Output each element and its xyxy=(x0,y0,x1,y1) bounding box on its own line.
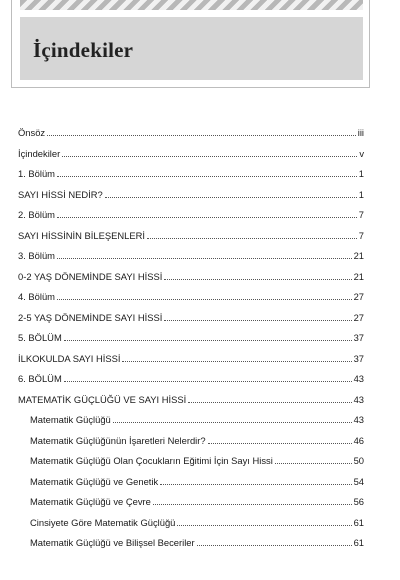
dot-leader xyxy=(275,463,352,464)
dot-leader xyxy=(47,135,356,136)
toc-entry[interactable] xyxy=(30,411,364,425)
toc-entry-label: İLKOKULDA SAYI HİSSİ xyxy=(18,352,121,364)
page-title: İçindekiler xyxy=(33,38,134,62)
toc-entry-label: Matematik Güçlüğünün İşaretleri Nelerdir? xyxy=(30,434,206,446)
toc-entry-page: 46 xyxy=(353,434,364,446)
toc-entry-page: 43 xyxy=(353,393,364,405)
toc-entry-label: Önsöz xyxy=(18,127,46,138)
toc-entry[interactable] xyxy=(18,145,364,159)
toc-entry[interactable] xyxy=(30,493,364,507)
dot-leader xyxy=(160,484,351,485)
toc-entry[interactable] xyxy=(18,165,364,179)
toc-entry-page: 61 xyxy=(353,516,364,528)
toc-entry-page: 50 xyxy=(353,455,364,466)
toc-entry[interactable] xyxy=(18,350,364,364)
toc-entry[interactable] xyxy=(18,206,364,220)
dot-leader xyxy=(122,361,351,362)
toc-entry-label: 3. Bölüm xyxy=(18,250,55,261)
dot-leader xyxy=(64,340,352,341)
toc-entry-page: iii xyxy=(357,127,364,138)
dot-leader xyxy=(64,381,352,382)
dot-leader xyxy=(57,299,352,300)
toc-entry-page: 21 xyxy=(353,270,364,282)
toc-entry[interactable] xyxy=(18,370,364,384)
toc-entry-page: 7 xyxy=(358,229,364,241)
toc-entry-page: 37 xyxy=(353,332,364,343)
dot-leader xyxy=(164,279,351,280)
toc-entry[interactable] xyxy=(18,247,364,261)
toc-entry-page: 1 xyxy=(358,188,364,200)
toc-entry-page: 54 xyxy=(353,475,364,487)
toc-entry-page: 56 xyxy=(353,496,364,507)
dot-leader xyxy=(147,238,357,239)
decorative-stripes xyxy=(20,0,363,10)
dot-leader xyxy=(57,258,352,259)
toc-entry[interactable] xyxy=(18,124,364,138)
toc-entry-label: Matematik Güçlüğü xyxy=(30,414,111,425)
toc-entry-page: 43 xyxy=(353,373,364,384)
toc-entry-page: 37 xyxy=(353,352,364,364)
title-band xyxy=(20,17,363,80)
toc-entry-page: v xyxy=(359,147,364,159)
toc-entry[interactable] xyxy=(18,391,364,405)
toc-entry-page: 7 xyxy=(358,209,364,220)
toc-entry-page: 43 xyxy=(353,414,364,425)
header-box xyxy=(11,0,370,88)
toc-entry-label: 1. Bölüm xyxy=(18,168,55,179)
toc-entry-label: Matematik Güçlüğü ve Genetik xyxy=(30,475,159,487)
toc-entry[interactable] xyxy=(18,268,364,282)
toc-entry-label: 0-2 YAŞ DÖNEMİNDE SAYI HİSSİ xyxy=(18,270,163,282)
toc-entry-label: Matematik Güçlüğü ve Çevre xyxy=(30,496,151,507)
toc-entry-page: 27 xyxy=(353,311,364,323)
toc-entry[interactable] xyxy=(30,452,364,466)
toc-entry-label: Matematik Güçlüğü Olan Çocukların Eğitimi İçin Sayı Hissi xyxy=(30,455,273,466)
toc-entry-label: 6. BÖLÜM xyxy=(18,373,62,384)
toc-entry-page: 21 xyxy=(353,250,364,261)
toc-entry[interactable] xyxy=(30,473,364,487)
dot-leader xyxy=(208,443,352,444)
toc-entry[interactable] xyxy=(18,288,364,302)
toc-entry[interactable] xyxy=(18,186,364,200)
dot-leader xyxy=(188,402,351,403)
toc-entry-label: Cinsiyete Göre Matematik Güçlüğü xyxy=(30,516,176,528)
toc-entry-label: 2. Bölüm xyxy=(18,209,55,220)
toc-entry-label: 2-5 YAŞ DÖNEMİNDE SAYI HİSSİ xyxy=(18,311,163,323)
toc-entry[interactable] xyxy=(18,227,364,241)
toc-entry[interactable] xyxy=(30,534,364,548)
dot-leader xyxy=(113,422,352,423)
toc-entry-label: Matematik Güçlüğü ve Bilişsel Beceriler xyxy=(30,537,195,548)
toc-entry-page: 27 xyxy=(353,291,364,302)
toc-entry[interactable] xyxy=(18,329,364,343)
dot-leader xyxy=(57,176,357,177)
toc-entry[interactable] xyxy=(30,432,364,446)
dot-leader xyxy=(57,217,357,218)
dot-leader xyxy=(153,504,352,505)
toc-entry-page: 61 xyxy=(353,537,364,548)
toc-entry-label: MATEMATİK GÜÇLÜĞÜ VE SAYI HİSSİ xyxy=(18,393,187,405)
toc-entry-label: 4. Bölüm xyxy=(18,291,55,302)
toc-entry[interactable] xyxy=(18,309,364,323)
dot-leader xyxy=(105,197,357,198)
toc-entry-label: SAYI HİSSİNİN BİLEŞENLERİ xyxy=(18,229,145,241)
dot-leader xyxy=(177,525,351,526)
dot-leader xyxy=(164,320,351,321)
toc-entry[interactable] xyxy=(30,514,364,528)
toc-entry-page: 1 xyxy=(358,168,364,179)
dot-leader xyxy=(62,156,357,157)
toc-entry-label: İçindekiler xyxy=(18,147,61,159)
toc-entry-label: 5. BÖLÜM xyxy=(18,332,62,343)
toc-entry-label: SAYI HİSSİ NEDİR? xyxy=(18,188,103,200)
dot-leader xyxy=(197,545,352,546)
